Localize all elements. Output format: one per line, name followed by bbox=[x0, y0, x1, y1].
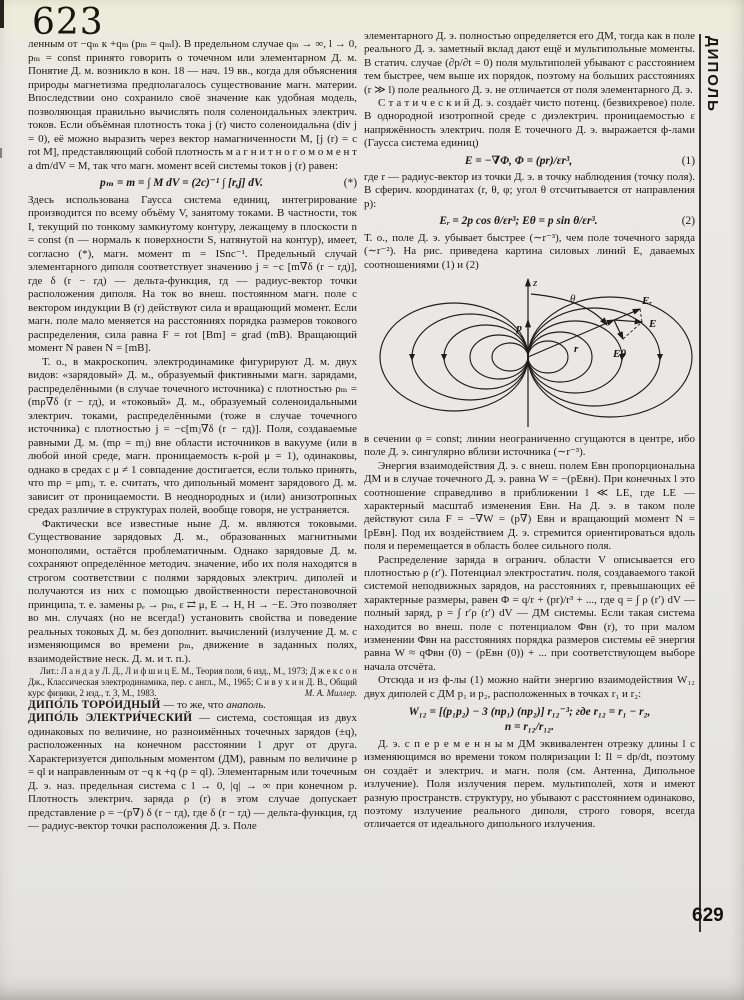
article-author: М. А. Миллер. bbox=[304, 687, 357, 698]
paragraph: ленным от −qₘ к +qₘ (pₘ = qₘl). В предельном случае qₘ → ∞, l → 0, pₘ = const принято говорить о точечном или элементарном Д. м. Понятие Д. м. возникло в кон. 18 — нач. 19 вв., когда для объяснения природы магнетизма предполагалось существование магн. материи. Впоследствии оно сохранило своё значение как удобная модель, позволяющая правильно вычислять поля соленоидальных электрич. токов. Если объёмная плотность тока j (r) чисто соленоидальна (div j = 0), её можно выразить через вектор намагниченности M, [j (r) = c rot M], представляющий собой плотность м а г н и т н о г о м о м е н т а dm/dV = M, так что магн. момент всей системы токов j (r) равен: bbox=[28, 38, 357, 172]
paragraph: где r — радиус-вектор из точки Д. э. в точку наблюдения (точку поля). В сферич. координатах (r, θ, φ; угол θ отсчитывается от направления p): bbox=[364, 171, 695, 210]
running-head-margin-label: ДИПОЛЬ bbox=[704, 36, 721, 113]
parallelogram-dash bbox=[623, 322, 642, 339]
paragraph: элементарного Д. э. полностью определяется его ДМ, тогда как в поле реального Д. э. заметный вклад дают ещё и мультипольные моменты. В статич. случае (∂p/∂t = 0) поля мультиполей убывают с расстоянием тем быстрее, чем выше их порядок, поэтому на больших расстояниях (r ≫ l) поле реального Д. э. не отличается от поля элементарного Д. э. bbox=[364, 30, 695, 96]
equation-2 bbox=[364, 215, 695, 228]
entry-headword: ДИПО́ЛЬ ТОРО́ИДНЫЙ bbox=[28, 698, 161, 711]
scan-edge-artifact bbox=[0, 0, 4, 28]
equation-number: (2) bbox=[681, 215, 695, 228]
equation-number: (*) bbox=[343, 177, 357, 189]
left-column bbox=[28, 38, 357, 834]
scan-edge-artifact bbox=[0, 148, 2, 158]
theta-label: θ bbox=[570, 292, 576, 305]
equation-line-1: W₁₂ = [(p₁p₂) − 3 (np₁) (np₂)] r₁₂⁻³; где r₁₂ = r₁ − r₂, bbox=[408, 706, 651, 719]
literature-text: Лит.: Л а н д а у Л. Д., Л и ф ш и ц Е. М., Теория поля, 6 изд., М., 1973; Д ж е к с о н Дж., Классическая электродинамика, пер. с англ., М., 1965; С и в у х и н Д. В., Общий курс физики, 2 изд., т. 3, М., 1983. bbox=[28, 666, 357, 698]
paragraph: Т. о., в макроскопич. электродинамике фигурируют Д. м. двух видов: «зарядовый» Д. м., образуемый фиктивными магн. зарядами, распределёнными (в случае точечного источника) с плотностью ρₘ = (mρ∇δ (r − rд), и «токовый» Д. м., образуемый соленоидальными электрич. токами, распределёнными (тоже в случае точечного источника) с плотностью j = −c[mⱼ∇δ (r − rд)]. Поля, создаваемые равными Д. м. (mρ = mⱼ) вне области источников в вакууме (или в любой иной среде, магн. проницаемость к-рой μ = 1), одинаковы, однако в средах с μ ≠ 1 совпадение достигается, если только принять, что mρ = μmⱼ, т. е. считать, что дипольный момент зарядового Д. м. зависит от проницаемости. В неоднородных и (или) анизотропных средах различие в структурах полей, вообще говоря, не устраняется. bbox=[28, 355, 357, 516]
equation-dipole-interaction bbox=[364, 705, 695, 735]
entry-text: — то же, что bbox=[163, 698, 227, 711]
entry-text: — система, состоящая из двух одинаковых по величине, но разноимённых точечных зарядов (±q), расположенных на конечном расстоянии l друг от друга. Характеризуется дипольным моментом (ДМ), равным по величине p = ql и направленным от −q к +q (p = ql). Элементарным или точечным Д. э. наз. предельная система с l → 0, |q| → ∞ при конечном p. Плотность электрич. заряда ρ (r) в этом случае допускает представление ρ = −(p∇) δ (r − rд), где δ (r − rд) — дельта-функция, rд — радиус-вектор точки расположения Д. э. Поле bbox=[28, 712, 358, 833]
equation-body: pₘ = m = ∫ M dV = (2c)⁻¹ ∫ [r,j] dV. bbox=[100, 177, 263, 189]
r-vector-label: r bbox=[574, 342, 579, 355]
margin-rule bbox=[699, 34, 701, 932]
equation-body: Eᵣ = 2p cos θ/εr³; Eθ = p sin θ/εr³. bbox=[439, 215, 598, 228]
field-lines bbox=[380, 294, 692, 417]
paragraph: Фактически все известные ныне Д. м. являются токовыми. Существование зарядовых Д. м., образованных магнитными монополями, остаётся проблематичным. Однако зарядовые Д. м. сохраняют определённое методич. значение, ибо их поля находятся в строгом соответствии с полями зарядовых электрич. диполей и получаются из них с помощью двойственности перестановочной принципа, т. е. замены pₑ → pₘ, ε ⇄ μ, E → H, H → −E. Это позволяет во мн. случаях (но не всегда!) установить свойства и поведение реальных токовых Д. м. без дополнит. вычислений (излучение Д. м. с изменяющимся во времени pₘ, движение в заданных полях, взаимодействие неск. Д. м. и т. п.). bbox=[28, 517, 357, 665]
dipole-field-figure bbox=[364, 273, 695, 431]
paragraph: Распределение заряда в огранич. области V описывается его плотностью ρ (r′). Потенциал электростатич. поля, создаваемого такой системой неподвижных зарядов, на расстояниях r, превышающих её характерные размеры, равен Φ = q/r + (pr)/r³ + ..., где q = ∫ ρ (r′) dV — полный заряд, p = ∫ r′ρ (r′) dV — ДМ системы. Если такая система находится во внеш. поле с потенциалом Φвн (r), то при малом изменении Φвн на расстояниях порядка размеров системы её энергия равна W ≈ qΦвн (0) − (pEвн (0)) + ... при соответствующем выборе начала отсчёта. bbox=[364, 553, 695, 673]
paragraph: Энергия взаимодействия Д. э. с внеш. полем Eвн пропорциональна ДМ и в случае точечного Д. э. равна W = −(pEвн). При конечных l это соотношение справедливо в приближении l ≪ LE, где LE — характерный масштаб изменения Eвн. На Д. э. в таком поле действуют сила F = −∇W = (p∇) Eвн и вращающий момент N = [pEвн]. Под их воздействием Д. э. стремится ориентироваться вдоль поля и перемещается в область более сильного поля. bbox=[364, 459, 695, 553]
entry-term-italic: анаполь. bbox=[226, 698, 266, 711]
equation-body: E = −∇Φ, Φ = (pr)/εr³, bbox=[464, 154, 573, 167]
equation-1 bbox=[364, 155, 695, 168]
equation-magnetic-moment bbox=[28, 177, 357, 191]
p-vector-label: p bbox=[516, 321, 522, 334]
theta-arc bbox=[531, 294, 607, 325]
dipole-field-svg bbox=[364, 273, 695, 431]
page-number-top: 623 bbox=[32, 2, 104, 43]
e-label: E bbox=[649, 317, 657, 330]
literature-paragraph bbox=[28, 666, 357, 699]
z-axis-label: z bbox=[533, 276, 538, 289]
paragraph: Отсюда и из ф-лы (1) можно найти энергию взаимодействия W₁₂ двух диполей с ДМ p₁ и p₂, расположенных в точках r₁ и r₂: bbox=[364, 674, 695, 700]
paragraph: в сечении φ = const; линии неограниченно сгущаются в центре, ибо поле Д. э. сингулярно вблизи источника (∼r⁻³). bbox=[364, 432, 695, 459]
r-vector bbox=[528, 320, 614, 357]
er-label: Eᵣ bbox=[642, 294, 652, 307]
entry-dipole-toroidal bbox=[28, 699, 357, 713]
paragraph: Здесь использована Гаусса система единиц, интегрирование производится по всему объёму V, занятому токами. В частности, ток I, текущий по тонкому замкнутому контуру, лежащему в плоскости n = const (n — нормаль к поверхности S, натянутой на контур), имеет, согласно (*), магн. момент m = ISnc⁻¹. Предельный случай элементарного диполя соответствует значению j = −c [m∇δ (r − rд)], где δ (r − rд) — дельта-функция, rд — радиус-вектор точки расположения диполя. На ток во внеш. постоянном магн. поле с вектором индукции B (r) действуют сила и вращающий момент. Если магн. поле мало меняется на расстояниях порядка размеров токового распределения, сила равна F = rot [Bm] = grad (mB). Вращающий момент N равен N = [mB]. bbox=[28, 193, 357, 354]
page-number-bottom: 629 bbox=[692, 905, 724, 926]
paragraph: Д. э. с п е р е м е н н ы м ДМ эквивалентен отрезку длины l с изменяющимся во времени током поляризации I: Il = dp/dt, поэтому он создаёт и электрич. и магн. поля (см. Антенна, Дипольное излучение). Поля излучения перем. мультиполей, хотя и имеют разную пространств. структуру, но убывают с расстоянием одинаково, поэтому излучение реального диполя, строго говоря, всегда отличается от идеального дипольного излучения. bbox=[364, 738, 695, 831]
paragraph: Т. о., поле Д. э. убывает быстрее (∼r⁻³), чем поле точечного заряда (∼r⁻²). На рис. приведена картина силовых линий E, даваемых соотношениями (1) и (2) bbox=[364, 231, 695, 271]
right-column bbox=[364, 30, 695, 832]
parallelogram-dash bbox=[640, 309, 642, 322]
etheta-label: Eθ bbox=[613, 347, 627, 360]
etheta-vector bbox=[614, 320, 623, 339]
entry-headword: ДИПО́ЛЬ ЭЛЕКТРИ́ЧЕСКИЙ bbox=[28, 712, 193, 725]
entry-dipole-electric bbox=[28, 712, 357, 834]
paragraph: С т а т и ч е с к и й Д. э. создаёт чисто потенц. (безвихревое) поле. В однородной изотропной среде с диэлектрич. проницаемостью ε напряжённость электрич. поля E точечного Д. э. выражается ф-лами (Гаусса система единиц) bbox=[364, 97, 695, 150]
equation-line-2: n = r₁₂/r₁₂. bbox=[504, 721, 555, 734]
equation-number: (1) bbox=[681, 154, 695, 167]
